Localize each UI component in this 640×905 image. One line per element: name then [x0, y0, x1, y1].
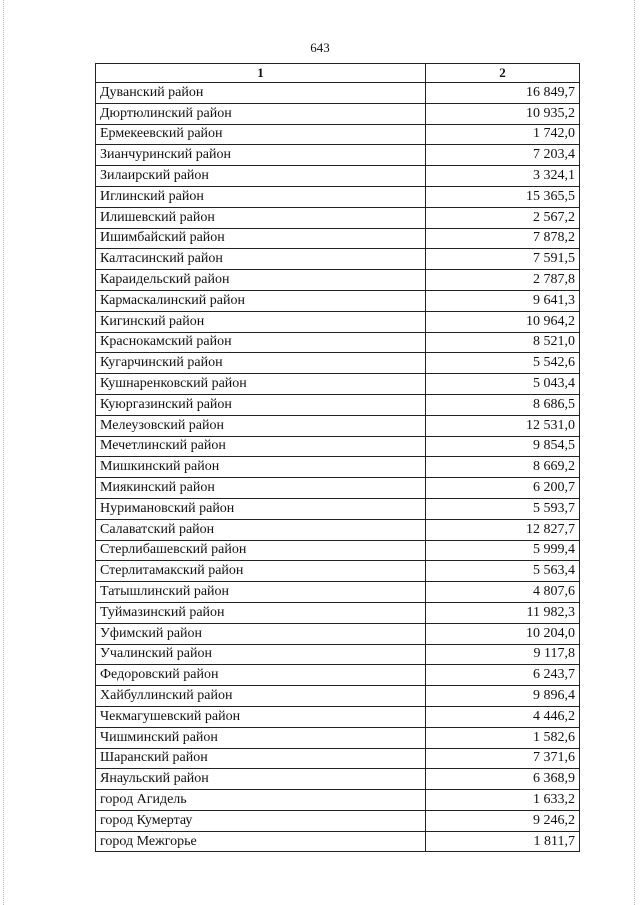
table-row	[96, 665, 580, 686]
table-row	[96, 478, 580, 499]
amount-cell: 6 368,9	[426, 769, 580, 790]
table-body	[96, 83, 580, 852]
district-name-cell: Мелеузовский район	[96, 415, 426, 436]
district-name-cell: Кушнаренковский район	[96, 374, 426, 395]
amount-cell: 9 641,3	[426, 290, 580, 311]
table-row	[96, 540, 580, 561]
table-row	[96, 353, 580, 374]
table-row	[96, 602, 580, 623]
amount-cell: 8 521,0	[426, 332, 580, 353]
amount-cell: 16 849,7	[426, 83, 580, 104]
district-name-cell: Караидельский район	[96, 270, 426, 291]
amount-cell: 1 582,6	[426, 727, 580, 748]
table-row	[96, 290, 580, 311]
amount-cell: 5 999,4	[426, 540, 580, 561]
data-table	[95, 63, 580, 852]
district-name-cell: Федоровский район	[96, 665, 426, 686]
district-name-cell: Илишевский район	[96, 207, 426, 228]
table-row	[96, 332, 580, 353]
amount-cell: 9 854,5	[426, 436, 580, 457]
table-row	[96, 582, 580, 603]
district-name-cell: Кармаскалинский район	[96, 290, 426, 311]
amount-cell: 10 204,0	[426, 623, 580, 644]
amount-cell: 2 787,8	[426, 270, 580, 291]
table-row	[96, 769, 580, 790]
district-name-cell: Краснокамский район	[96, 332, 426, 353]
district-name-cell: Дюртюлинский район	[96, 103, 426, 124]
left-margin-line	[3, 0, 5, 905]
district-name-cell: Чишминский район	[96, 727, 426, 748]
table-header	[96, 64, 580, 83]
table-row	[96, 727, 580, 748]
amount-cell: 5 542,6	[426, 353, 580, 374]
district-name-cell: Зианчуринский район	[96, 145, 426, 166]
district-name-cell: Куюргазинский район	[96, 394, 426, 415]
amount-cell: 9 896,4	[426, 686, 580, 707]
page-number: 643	[310, 40, 330, 55]
district-name-cell: Хайбуллинский район	[96, 686, 426, 707]
table-row	[96, 270, 580, 291]
amount-cell: 10 935,2	[426, 103, 580, 124]
table-row	[96, 457, 580, 478]
amount-cell: 1 633,2	[426, 790, 580, 811]
column-header-2: 2	[426, 64, 580, 83]
table-row	[96, 831, 580, 852]
right-margin-line	[634, 0, 636, 905]
table-row	[96, 207, 580, 228]
table-row	[96, 790, 580, 811]
district-name-cell: Учалинский район	[96, 644, 426, 665]
district-name-cell: Татышлинский район	[96, 582, 426, 603]
table-row	[96, 623, 580, 644]
amount-cell: 8 686,5	[426, 394, 580, 415]
amount-cell: 3 324,1	[426, 166, 580, 187]
district-name-cell: город Кумертау	[96, 810, 426, 831]
table-row	[96, 706, 580, 727]
table-row	[96, 166, 580, 187]
table-row	[96, 374, 580, 395]
amount-cell: 4 807,6	[426, 582, 580, 603]
amount-cell: 7 591,5	[426, 249, 580, 270]
amount-cell: 12 531,0	[426, 415, 580, 436]
amount-cell: 1 742,0	[426, 124, 580, 145]
district-name-cell: Стерлибашевский район	[96, 540, 426, 561]
amount-cell: 11 982,3	[426, 602, 580, 623]
district-name-cell: Дуванский район	[96, 83, 426, 104]
district-name-cell: Калтасинский район	[96, 249, 426, 270]
district-name-cell: город Агидель	[96, 790, 426, 811]
amount-cell: 1 811,7	[426, 831, 580, 852]
district-name-cell: Зилаирский район	[96, 166, 426, 187]
table-row	[96, 498, 580, 519]
table-row	[96, 519, 580, 540]
amount-cell: 6 200,7	[426, 478, 580, 499]
amount-cell: 7 203,4	[426, 145, 580, 166]
amount-cell: 7 371,6	[426, 748, 580, 769]
table-row	[96, 103, 580, 124]
amount-cell: 15 365,5	[426, 186, 580, 207]
district-name-cell: Нуримановский район	[96, 498, 426, 519]
amount-cell: 6 243,7	[426, 665, 580, 686]
table-row	[96, 186, 580, 207]
district-name-cell: Салаватский район	[96, 519, 426, 540]
district-name-cell: Ермекеевский район	[96, 124, 426, 145]
table-row	[96, 415, 580, 436]
amount-cell: 8 669,2	[426, 457, 580, 478]
district-name-cell: Кигинский район	[96, 311, 426, 332]
header-row	[96, 64, 580, 83]
amount-cell: 10 964,2	[426, 311, 580, 332]
amount-cell: 5 563,4	[426, 561, 580, 582]
amount-cell: 5 593,7	[426, 498, 580, 519]
table-row	[96, 748, 580, 769]
district-name-cell: Янаульский район	[96, 769, 426, 790]
district-name-cell: Иглинский район	[96, 186, 426, 207]
table-row	[96, 686, 580, 707]
amount-cell: 7 878,2	[426, 228, 580, 249]
district-name-cell: Мишкинский район	[96, 457, 426, 478]
table-row	[96, 394, 580, 415]
amount-cell: 9 117,8	[426, 644, 580, 665]
amount-cell: 12 827,7	[426, 519, 580, 540]
column-header-1: 1	[96, 64, 426, 83]
table-row	[96, 810, 580, 831]
district-name-cell: Чекмагушевский район	[96, 706, 426, 727]
district-name-cell: Шаранский район	[96, 748, 426, 769]
amount-cell: 2 567,2	[426, 207, 580, 228]
table-row	[96, 311, 580, 332]
table-row	[96, 83, 580, 104]
amount-cell: 5 043,4	[426, 374, 580, 395]
table-row	[96, 561, 580, 582]
district-name-cell: Кугарчинский район	[96, 353, 426, 374]
table-row	[96, 644, 580, 665]
district-name-cell: Туймазинский район	[96, 602, 426, 623]
district-name-cell: Ишимбайский район	[96, 228, 426, 249]
table-row	[96, 436, 580, 457]
table-row	[96, 124, 580, 145]
table-row	[96, 228, 580, 249]
table-row	[96, 249, 580, 270]
district-name-cell: город Межгорье	[96, 831, 426, 852]
district-name-cell: Мечетлинский район	[96, 436, 426, 457]
district-name-cell: Миякинский район	[96, 478, 426, 499]
district-name-cell: Уфимский район	[96, 623, 426, 644]
table-row	[96, 145, 580, 166]
amount-cell: 9 246,2	[426, 810, 580, 831]
amount-cell: 4 446,2	[426, 706, 580, 727]
district-name-cell: Стерлитамакский район	[96, 561, 426, 582]
